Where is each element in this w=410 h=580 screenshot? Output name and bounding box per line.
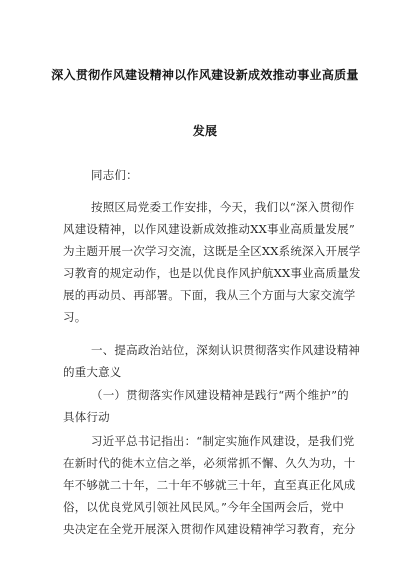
paragraph-line: 按照区局党委工作安排，今天，我们以“深入贯彻作 — [91, 200, 355, 214]
document-title-line-2: 发展 — [192, 124, 218, 138]
paragraph-line: 央决定在全党开展深入贯彻作风建设精神学习教育，充分 — [63, 522, 356, 536]
salutation: 同志们： — [91, 168, 138, 182]
paragraph-line: 习近平总书记指出：“制定实施作风建设，是我们党 — [91, 434, 355, 448]
paragraph-line: 俗，以优良党风引领社风民风。”今年全国两会后，党中 — [63, 500, 345, 514]
paragraph-line: 风建设精神，以作风建设新成效推动XX事业高质量发展” — [63, 222, 355, 236]
section-heading: 一、提高政治站位，深刻认识贯彻落实作风建设精神 — [91, 343, 361, 357]
paragraph-line: 为主题开展一次学习交流，这既是全区XX系统深入开展学 — [63, 244, 361, 258]
paragraph-line: 习教育的规定动作，也是以优良作风护航XX事业高质量发 — [63, 266, 361, 280]
paragraph-line: 年不够就二十年，二十年不够就三十年，直至真正化风成 — [63, 478, 356, 492]
paragraph-line: 在新时代的徙木立信之举，必须常抓不懈、久久为功，十 — [63, 456, 356, 470]
subsection-heading: 具体行动 — [63, 410, 110, 424]
document-title-line-1: 深入贯彻作风建设精神以作风建设新成效推动事业高质量 — [51, 68, 359, 82]
paragraph-line: 展的再动员、再部署。下面，我从三个方面与大家交流学 — [63, 288, 356, 302]
paragraph-line: 习。 — [63, 310, 87, 324]
subsection-heading: （一）贯彻落实作风建设精神是践行“两个维护”的 — [91, 388, 349, 402]
section-heading: 的重大意义 — [63, 365, 122, 379]
